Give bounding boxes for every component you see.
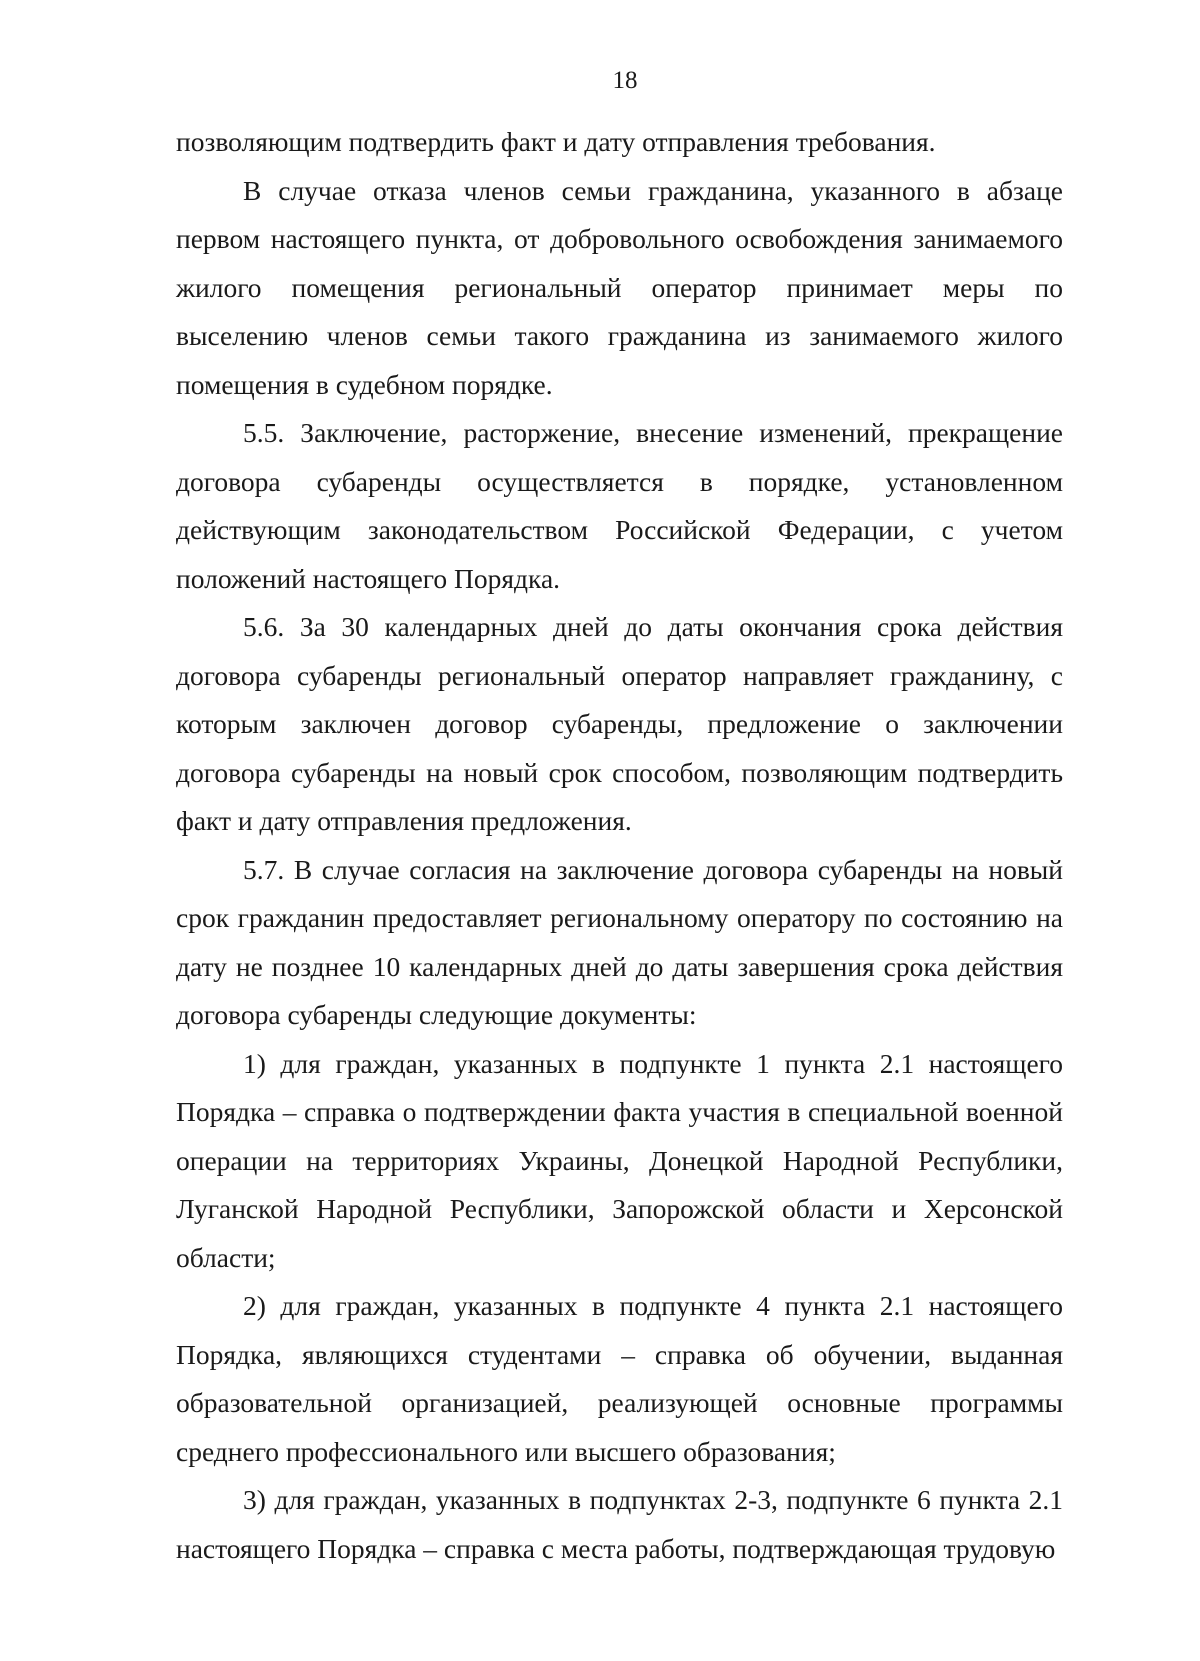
paragraph-continuation: позволяющим подтвердить факт и дату отправления требования. — [176, 126, 936, 157]
paragraph-5-6: 5.6. За 30 календарных дней до даты окончания срока действия договора субаренды региональный оператор направляет гражданину, с которым заключен договор субаренды, предложение о заключении договора субаренды на новый срок способом, позволяющим подтвердить факт и дату отправления предложения. — [176, 611, 1063, 836]
paragraph-5-7: 5.7. В случае согласия на заключение договора субаренды на новый срок гражданин предоставляет региональному оператору по состоянию на дату не позднее 10 календарных дней до даты завершения срока действия договора субаренды следующие документы: — [176, 853, 1063, 1030]
paragraph-eviction: В случае отказа членов семьи гражданина, указанного в абзаце первом настоящего пункта, от добровольного освобождения занимаемого жилого помещения региональный оператор принимает меры по выселению членов семьи такого гражданина из занимаемого жилого помещения в судебном порядке. — [176, 174, 1063, 400]
page-number: 18 — [612, 67, 638, 94]
list-item-1: 1) для граждан, указанных в подпункте 1 пункта 2.1 настоящего Порядка – справка о подтверждении факта участия в специальной военной операции на территориях Украины, Донецкой Народной Республики, Луганской Народной Республики, Запорожской области и Херсонской области; — [176, 1047, 1063, 1273]
document-body — [176, 118, 1063, 1573]
list-item-2: 2) для граждан, указанных в подпункте 4 пункта 2.1 настоящего Порядка, являющихся студентами – справка об обучении, выданная образовательной организацией, реализующей основные программы среднего профессионального или высшего образования; — [176, 1290, 1063, 1467]
paragraph-5-5: 5.5. Заключение, расторжение, внесение изменений, прекращение договора субаренды осуществляется в порядке, установленном действующим законодательством Российской Федерации, с учетом положений настоящего Порядка. — [176, 417, 1063, 594]
list-item-3: 3) для граждан, указанных в подпунктах 2-3, подпункте 6 пункта 2.1 настоящего Порядка – справка с места работы, подтверждающая трудовую — [176, 1484, 1063, 1564]
